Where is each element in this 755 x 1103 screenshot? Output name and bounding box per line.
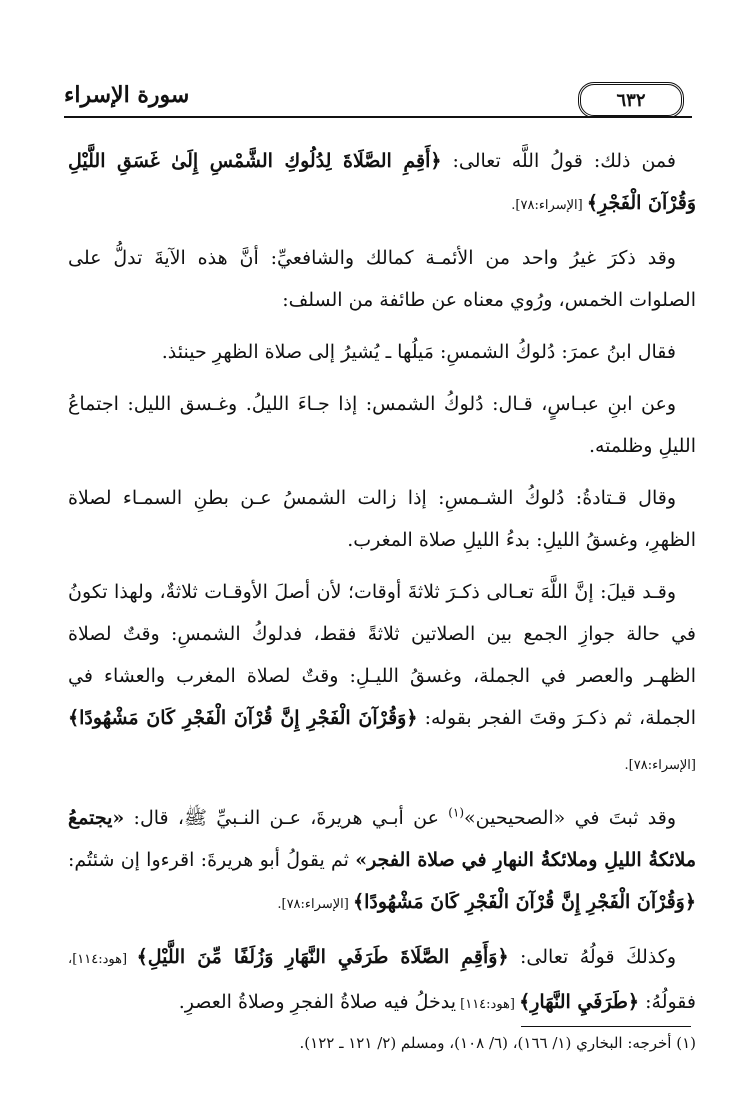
main-text: [68, 140, 696, 1036]
text: وقـد قيلَ: إنَّ اللَّهَ تعـالى ذكـرَ ثلاثةَ أوقات؛ لأن أصلَ الأوقـات ثلاثةٌ، ولهذا تكونُ في حالة جوازِ الجمع بين الصلاتين ثلاثةً فقط، فدلوكُ الشمسِ: وقتٌ لصلاة الظهـر والعصر في الجملة، وغسقُ الليـلِ: وقتٌ لصلاة المغرب والعشاء في الجملة، ثم ذكـرَ وقتَ الفجر بقوله:: [68, 581, 696, 729]
text: ثم يقولُ أبو هريرةَ: اقرءوا إن شئتُم:: [68, 849, 356, 871]
hadith-quote: «يجتمعُ ملائكةُ الليلِ وملائكةُ النهارِ في صلاة الفجر»: [68, 807, 697, 871]
paragraph-2: [68, 237, 696, 321]
surah-title: سورة الإسراء: [64, 82, 190, 108]
verse-reference: [هود:١١٤]: [456, 997, 520, 1012]
page-header: [64, 82, 692, 118]
text: عن أبـي هريرةَ، عـن النـبيِّ ﷺ، قال:: [124, 807, 449, 829]
paragraph-4: [68, 383, 696, 467]
verse-reference: [هود:١١٤]،: [68, 952, 137, 967]
footnote-rule: [521, 1026, 691, 1027]
text: يدخلُ فيه صلاةُ الفجرِ وصلاةُ العصرِ.: [178, 991, 456, 1013]
text: فمن ذلك: قولُ اللَّه تعالى:: [441, 150, 676, 172]
text: وعن ابنِ عبـاسٍ، قـال: دُلوكُ الشمس: إذا جـاءَ الليلُ. وغـسق الليل: اجتماعُ الليلِ وظلمته.: [68, 393, 696, 457]
text: وكذلكَ قولُهُ تعالى:: [508, 946, 676, 968]
quran-verse: ﴿وَأَقِمِ الصَّلَاةَ طَرَفَيِ النَّهَارِ وَزُلَفًا مِّنَ اللَّيْلِ﴾: [136, 946, 509, 968]
quran-verse: ﴿وَقُرْآنَ الْفَجْرِ إِنَّ قُرْآنَ الْفَجْرِ كَانَ مَشْهُودًا﴾: [352, 891, 696, 913]
text: وقد ثبتَ في «الصحيحين»: [464, 807, 676, 829]
verse-reference: [الإسراء:٧٨].: [277, 897, 353, 912]
text: فقال ابنُ عمرَ: دُلوكُ الشمسِ: مَيلُها ـ يُشيرُ إلى صلاة الظهرِ حينئذ.: [161, 341, 676, 363]
footnote: (١) أخرجه: البخاري (١/ ١٦٦)، (٦/ ١٠٨)، ومسلم (٢/ ١٢١ ـ ١٢٢).: [299, 1034, 696, 1052]
paragraph-3: [68, 331, 696, 373]
text: وقد ذكرَ غيرُ واحد من الأئمـة كمالك والشافعيِّ: أنَّ هذه الآيةَ تدلُّ على الصلوات الخمس، ورُوي معناه عن طائفة من السلف:: [68, 247, 696, 311]
text: فقولُهُ:: [639, 991, 696, 1013]
quran-verse: ﴿أَقِمِ الصَّلَاةَ لِدُلُوكِ الشَّمْسِ إِلَىٰ غَسَقِ اللَّيْلِ وَقُرْآنَ الْفَجْرِ﴾: [68, 150, 696, 214]
page-number-badge: ٦٣٢: [578, 82, 684, 118]
header-rule: [64, 116, 692, 118]
quran-verse: ﴿طَرَفَيِ النَّهَارِ﴾: [519, 991, 640, 1013]
paragraph-7: [68, 797, 696, 926]
paragraph-5: [68, 477, 696, 561]
quran-verse: ﴿وَقُرْآنَ الْفَجْرِ إِنَّ قُرْآنَ الْفَجْرِ كَانَ مَشْهُودًا﴾: [68, 707, 418, 729]
paragraph-8: [68, 936, 696, 1026]
text: وقال قـتادةُ: دُلوكُ الشـمسِ: إذا زالت الشمسُ عـن بطنِ السمـاء لصلاة الظهرِ، وغسقُ الليلِ: بدءُ الليلِ صلاة المغرب.: [68, 487, 696, 551]
verse-reference: [الإسراء:٧٨].: [624, 758, 696, 773]
footnote-marker[interactable]: (١): [448, 805, 465, 820]
paragraph-1: [68, 140, 696, 227]
paragraph-6: [68, 571, 696, 787]
verse-reference: [الإسراء:٧٨].: [511, 198, 587, 213]
